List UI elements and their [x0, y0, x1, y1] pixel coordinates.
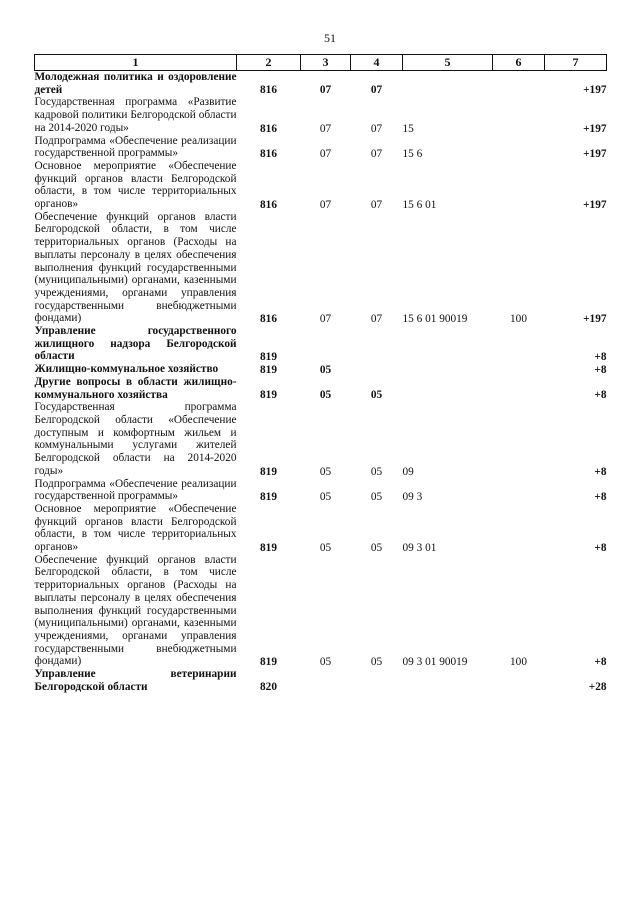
- row-description: Управление государственного жилищного надзора Белгородской области: [34, 325, 237, 363]
- target-article-code: [403, 325, 493, 363]
- expense-type-code: 100: [510, 656, 527, 669]
- column-header: 6: [493, 55, 545, 71]
- expense-type-code: [493, 376, 545, 401]
- table-row: [35, 554, 607, 668]
- section-code: 05: [319, 389, 332, 402]
- budget-table: [34, 54, 607, 693]
- table-row: [35, 503, 607, 554]
- expense-type-code: [493, 135, 545, 160]
- amount-change: +8: [594, 465, 607, 478]
- amount-change: +197: [583, 198, 607, 211]
- row-description: Государственная программа «Развитие кадровой политики Белгородской области на 2014-2020 годы»: [34, 96, 237, 134]
- ministry-code: 816: [260, 122, 277, 135]
- ministry-code: 819: [260, 389, 277, 402]
- subsection-code: 07: [370, 198, 383, 211]
- ministry-code: 816: [260, 147, 277, 160]
- expense-type-code: [493, 96, 545, 134]
- expense-type-code: [493, 401, 545, 477]
- subsection-code: 05: [370, 541, 383, 554]
- section-code: 05: [319, 490, 332, 503]
- section-code: 07: [319, 122, 332, 135]
- table-row: [35, 668, 607, 693]
- subsection-code: 05: [370, 656, 383, 669]
- target-article-code: 09: [402, 465, 414, 478]
- section-code: 07: [319, 313, 332, 326]
- section-code: 07: [319, 198, 332, 211]
- subsection-code: [351, 325, 403, 363]
- target-article-code: 15 6 01: [402, 198, 437, 211]
- target-article-code: 09 3 01: [402, 541, 437, 554]
- ministry-code: 816: [260, 84, 277, 97]
- subsection-code: 07: [370, 313, 383, 326]
- amount-change: +8: [594, 541, 607, 554]
- row-description: Подпрограмма «Обеспечение реализации государственной программы»: [34, 134, 237, 160]
- table-row: [35, 211, 607, 325]
- amount-change: +8: [594, 389, 607, 402]
- ministry-code: 819: [260, 465, 277, 478]
- column-header: 3: [301, 55, 351, 71]
- row-description: Обеспечение функций органов власти Белгородской области, в том числе территориальных органов (Расходы на выплаты персоналу в целях обеспечения выполнения функций государственными (муниципальными) органами, казенными учреждениями, органами управления государственными внебюджетными фондами): [34, 553, 237, 668]
- ministry-code: 819: [260, 490, 277, 503]
- ministry-code: 819: [260, 363, 277, 376]
- section-code: 07: [319, 147, 332, 160]
- column-header: 2: [237, 55, 301, 71]
- target-article-code: 09 3: [402, 490, 423, 503]
- section-code: [301, 325, 351, 363]
- column-header: 7: [545, 55, 607, 71]
- target-article-code: 15 6 01 90019: [402, 313, 468, 326]
- row-description: Управление ветеринарии Белгородской области: [34, 668, 237, 693]
- expense-type-code: [493, 503, 545, 554]
- target-article-code: [403, 668, 493, 693]
- section-code: 05: [319, 541, 332, 554]
- target-article-code: 09 3 01 90019: [402, 656, 468, 669]
- page-number: 51: [324, 31, 336, 45]
- row-description: Обеспечение функций органов власти Белгородской области, в том числе территориальных органов (Расходы на выплаты персоналу в целях обеспечения выполнения функций государственными (муниципальными) органами, казенными учреждениями, органами управления государственными внебюджетными фондами): [34, 210, 237, 325]
- row-description: Молодежная политика и оздоровление детей: [34, 71, 237, 96]
- row-description: Жилищно-коммунальное хозяйство: [34, 363, 219, 376]
- amount-change: +8: [594, 656, 607, 669]
- amount-change: +8: [594, 351, 607, 364]
- ministry-code: 819: [260, 656, 277, 669]
- section-code: 05: [319, 363, 332, 376]
- subsection-code: 07: [370, 122, 383, 135]
- amount-change: +197: [583, 122, 607, 135]
- section-code: 05: [319, 465, 332, 478]
- ministry-code: 819: [260, 351, 277, 364]
- amount-change: +197: [583, 84, 607, 97]
- table-row: [35, 96, 607, 134]
- subsection-code: 07: [370, 147, 383, 160]
- amount-change: +28: [588, 681, 607, 694]
- section-code: 05: [319, 656, 332, 669]
- subsection-code: 05: [370, 465, 383, 478]
- expense-type-code: [493, 478, 545, 503]
- row-description: Государственная программа Белгородской области «Обеспечение доступным и комфортным жильем и коммунальными услугами жителей Белгородской области на 2014-2020 годы»: [34, 401, 237, 477]
- expense-type-code: [493, 325, 545, 363]
- target-article-code: [403, 71, 493, 97]
- target-article-code: [403, 376, 493, 401]
- table-row: [35, 135, 607, 160]
- table-row: [35, 71, 607, 97]
- row-description: Основное мероприятие «Обеспечение функций органов власти Белгородской области, в том числе территориальных органов»: [34, 159, 237, 211]
- table-row: [35, 160, 607, 211]
- subsection-code: 05: [370, 490, 383, 503]
- expense-type-code: [493, 668, 545, 693]
- expense-type-code: 100: [510, 313, 527, 326]
- amount-change: +8: [594, 490, 607, 503]
- ministry-code: 819: [260, 541, 277, 554]
- table-row: [35, 325, 607, 363]
- column-header: 1: [35, 55, 237, 71]
- table-row: [35, 363, 607, 376]
- amount-change: +197: [583, 147, 607, 160]
- table-row: [35, 478, 607, 503]
- expense-type-code: [493, 363, 545, 376]
- table-row: [35, 376, 607, 401]
- amount-change: +8: [594, 363, 607, 376]
- row-description: Основное мероприятие «Обеспечение функций органов власти Белгородской области, в том числе территориальных органов»: [34, 502, 237, 554]
- subsection-code: [351, 363, 403, 376]
- subsection-code: 07: [370, 84, 383, 97]
- subsection-code: [351, 668, 403, 693]
- column-header: 4: [351, 55, 403, 71]
- expense-type-code: [493, 71, 545, 97]
- ministry-code: 820: [260, 681, 277, 694]
- section-code: 07: [319, 84, 332, 97]
- row-description: Подпрограмма «Обеспечение реализации государственной программы»: [34, 477, 237, 503]
- target-article-code: [403, 363, 493, 376]
- subsection-code: 05: [370, 389, 383, 402]
- row-description: Другие вопросы в области жилищно-коммунального хозяйства: [34, 375, 237, 401]
- section-code: [301, 668, 351, 693]
- amount-change: +197: [583, 313, 607, 326]
- table-header-row: [35, 55, 607, 71]
- ministry-code: 816: [260, 313, 277, 326]
- target-article-code: 15 6: [402, 147, 423, 160]
- column-header: 5: [403, 55, 493, 71]
- table-row: [35, 401, 607, 477]
- expense-type-code: [493, 160, 545, 211]
- ministry-code: 816: [260, 198, 277, 211]
- target-article-code: 15: [402, 122, 414, 135]
